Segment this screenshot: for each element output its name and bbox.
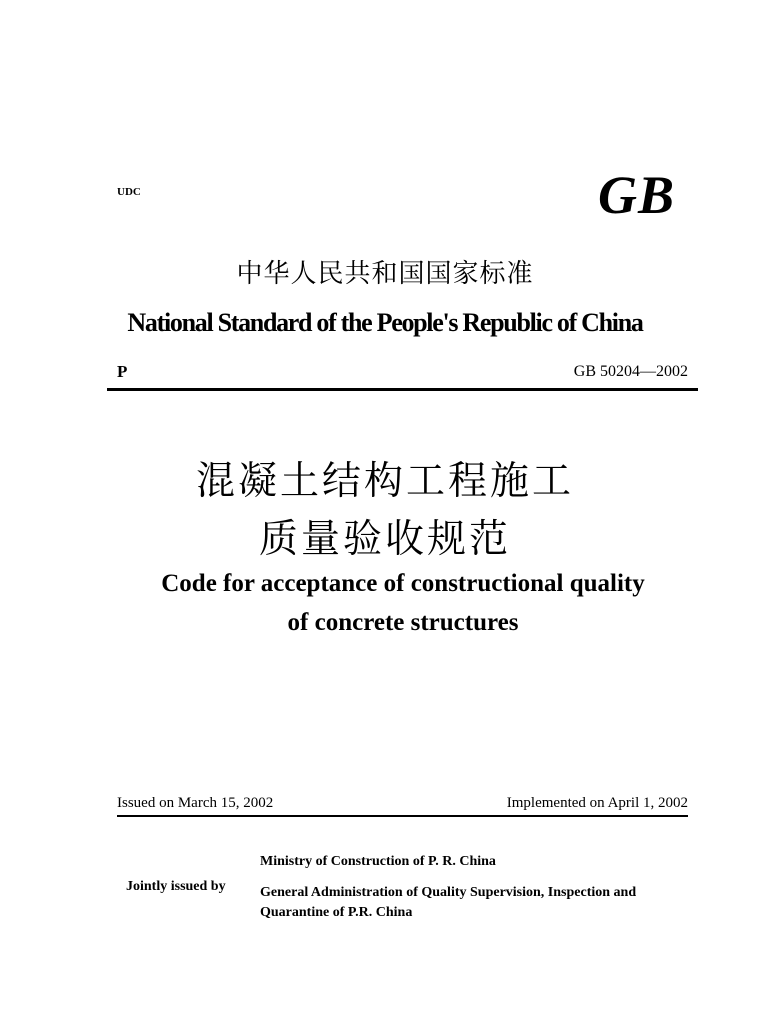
title-en-line2: of concrete structures [287,609,519,636]
issuer-ministry: Ministry of Construction of P. R. China [260,854,496,869]
national-standard-en: National Standard of the People's Republic of China [127,308,643,337]
issued-date: Issued on March 15, 2002 [117,795,274,811]
dates-divider [117,815,688,817]
title-cn-line2: 质量验收规范 [258,517,511,562]
header-divider [107,388,698,391]
standard-number: GB 50204—2002 [573,363,688,380]
jointly-issued-label: Jointly issued by [126,879,226,894]
national-standard-cn: 中华人民共和国国家标准 [236,259,534,289]
gb-logo: GB [597,165,675,225]
classification-code: P [117,362,128,381]
implemented-date: Implemented on April 1, 2002 [506,795,688,811]
title-cn-line1: 混凝土结构工程施工 [195,459,574,504]
title-en-line1: Code for acceptance of constructional quality [161,570,645,597]
issuer-aqsiq: General Administration of Quality Supervision, Inspection and Quarantine of P.R. China [260,885,637,920]
udc-label: UDC [117,186,141,198]
